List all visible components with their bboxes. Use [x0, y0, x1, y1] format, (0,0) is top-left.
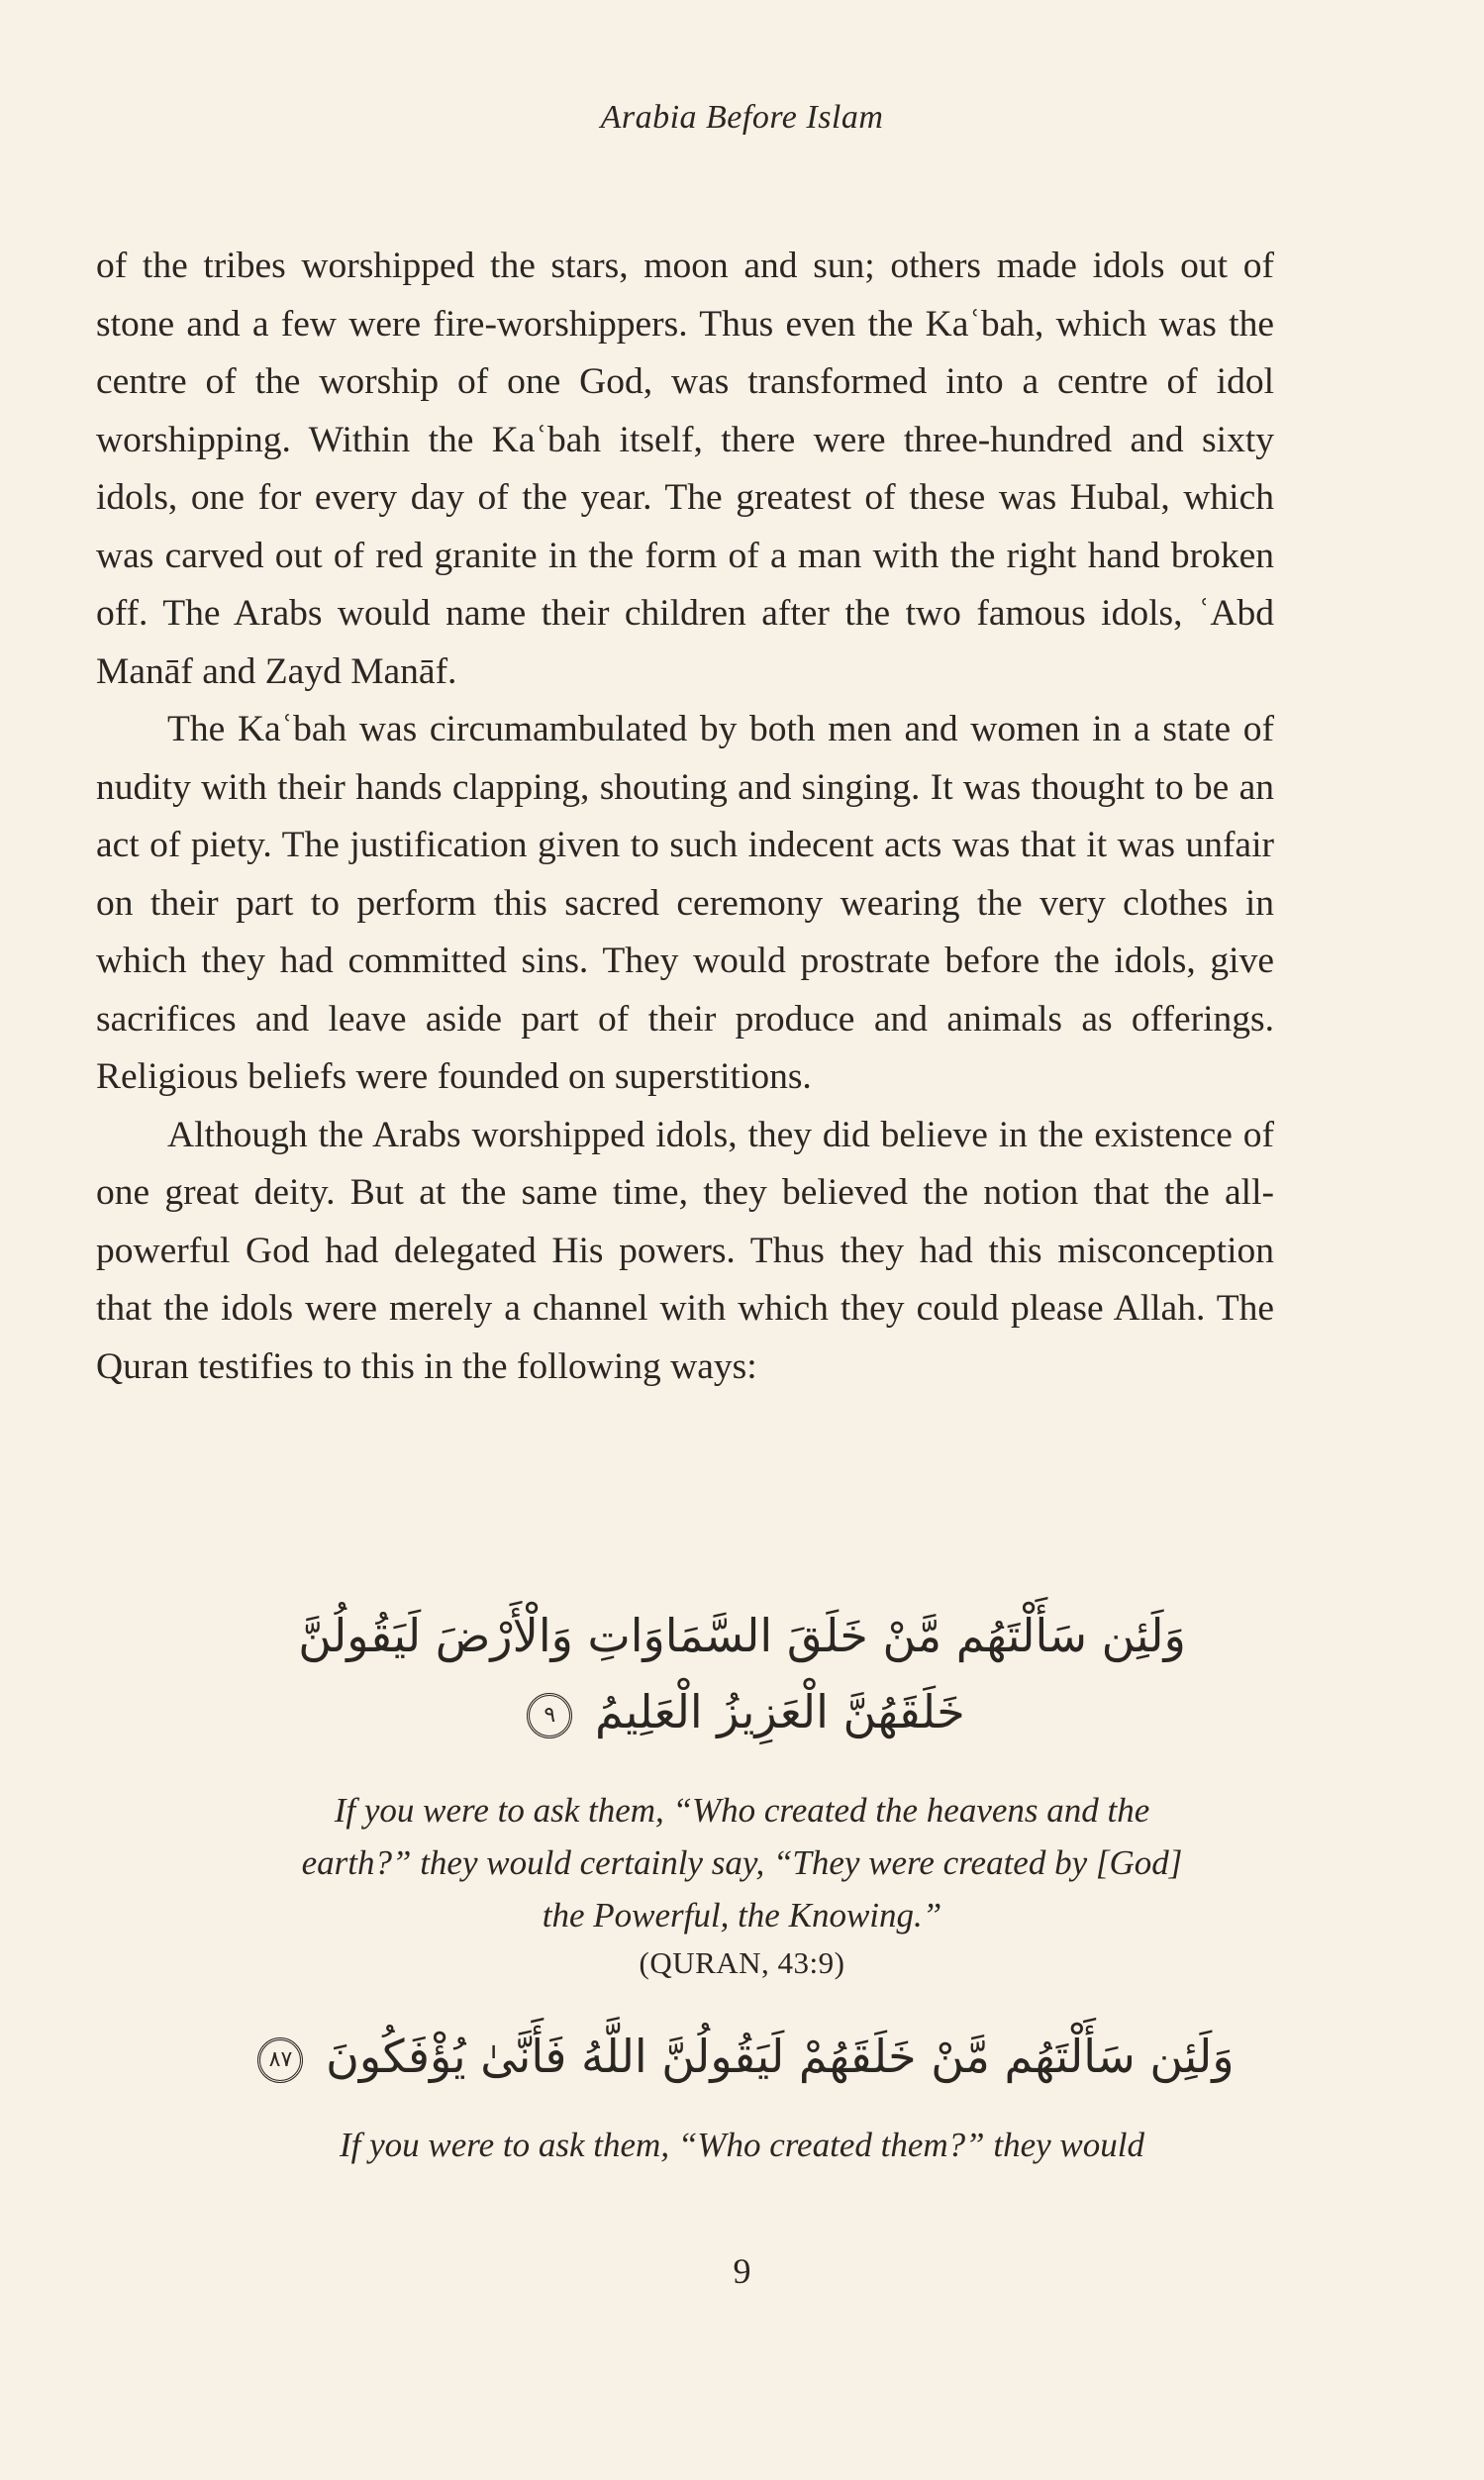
body-text	[96, 238, 1274, 1396]
verse-translation	[0, 2119, 1484, 2171]
translation-line: If you were to ask them, “Who created the heavens and the	[334, 1791, 1150, 1830]
ayah-number-marker: ٩	[527, 1693, 572, 1738]
quran-verse-arabic-line	[0, 2030, 1484, 2083]
arabic-text: وَلَئِن سَأَلْتَهُم مَّنْ خَلَقَ السَّمَاوَاتِ وَالْأَرْضَ لَيَقُولُنَّ	[298, 1609, 1186, 1662]
translation-line: If you were to ask them, “Who created them?” they would	[340, 2126, 1144, 2164]
paragraph: of the tribes worshipped the stars, moon and sun; others made idols out of stone and a few were fire-worshippers. Thus even the Kaʿbah, which was the centre of the worship of one God, was transformed into a centre of idol worshipping. Within the Kaʿbah itself, there were three-hundred and sixty idols, one for every day of the year. The greatest of these was Hubal, which was carved out of red granite in the form of a man with the right hand broken off. The Arabs would name their children after the two famous idols, ʿAbd Manāf and Zayd Manāf.	[96, 246, 1274, 692]
arabic-text: وَلَئِن سَأَلْتَهُم مَّنْ خَلَقَهُمْ لَيَقُولُنَّ اللَّهُ فَأَنَّىٰ يُؤْفَكُونَ	[326, 2030, 1235, 2083]
translation-line: the Powerful, the Knowing.”	[542, 1896, 942, 1934]
ayah-number-marker: ٨٧	[257, 2037, 303, 2083]
quran-verse-arabic-line	[0, 1609, 1484, 1662]
page-number: 9	[733, 2251, 751, 2291]
quran-verse-arabic-line	[0, 1685, 1484, 1738]
running-head: Arabia Before Islam	[600, 99, 884, 136]
paragraph: Although the Arabs worshipped idols, they did believe in the existence of one great deity. But at the same time, they believed the notion that the all-powerful God had delegated His powers. Thus they had this misconception that the idols were merely a channel with which they could please Allah. The Quran testifies to this in the following ways:	[96, 1114, 1274, 1387]
arabic-text: خَلَقَهُنَّ الْعَزِيزُ الْعَلِيمُ	[594, 1685, 965, 1738]
paragraph: The Kaʿbah was circumambulated by both men and women in a state of nudity with their hands clapping, shouting and singing. It was thought to be an act of piety. The justification given to such indecent acts was that it was unfair on their part to perform this sacred ceremony wearing the very clothes in which they had committed sins. They would prostrate before the idols, give sacrifices and leave aside part of their produce and animals as offerings. Religious beliefs were founded on superstitions.	[96, 709, 1274, 1097]
translation-line: earth?” they would certainly say, “They were created by [God]	[301, 1843, 1183, 1882]
verse-translation	[0, 1784, 1484, 1941]
verse-reference: (QURAN, 43:9)	[639, 1945, 845, 1980]
